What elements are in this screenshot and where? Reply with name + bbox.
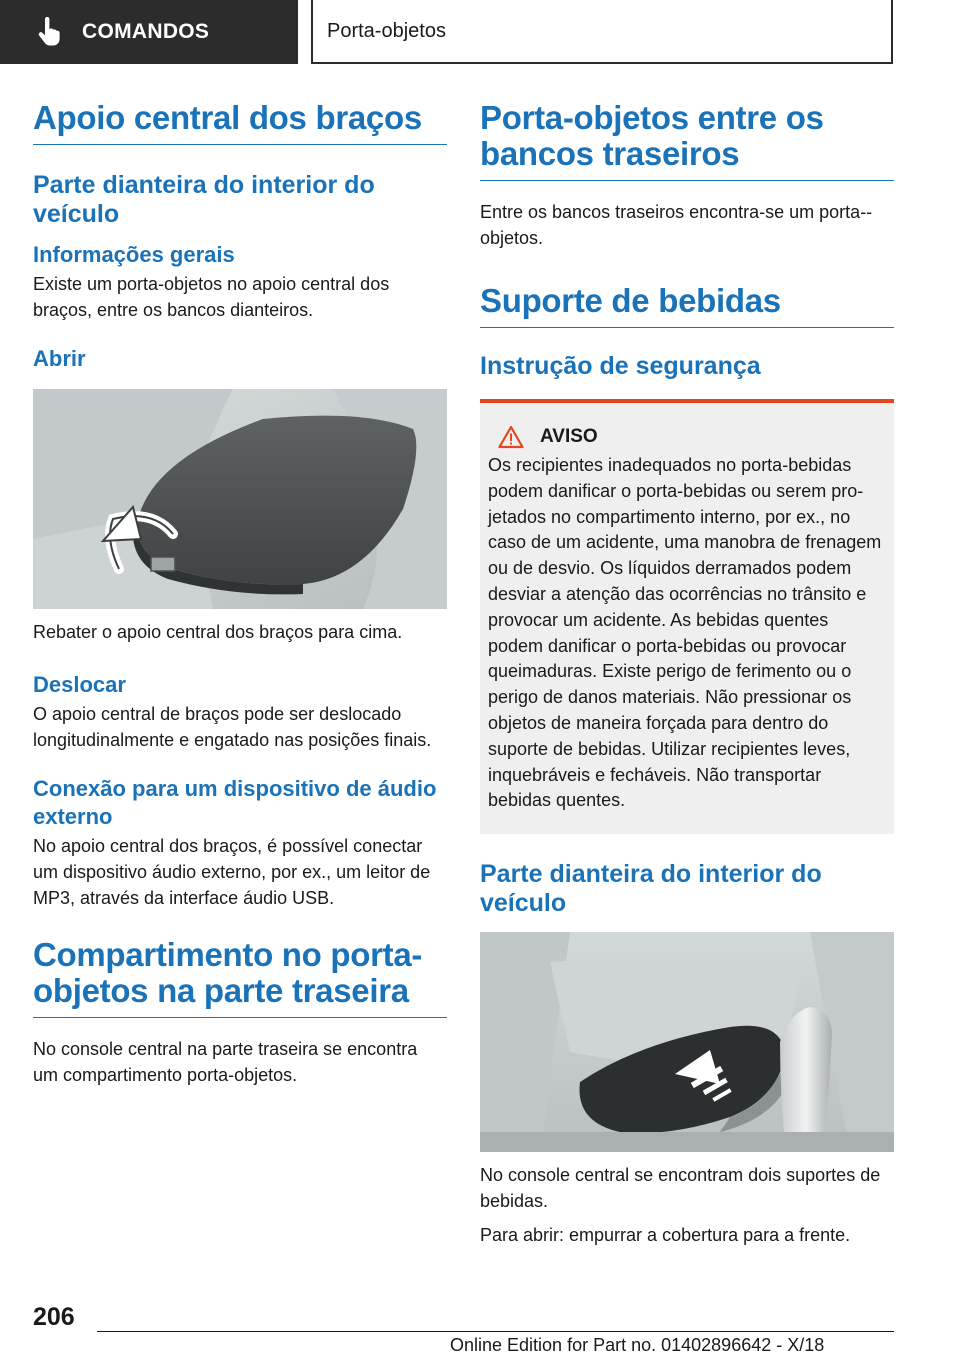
heading-open: Abrir (33, 346, 86, 371)
heading-between-seats: Porta-objetos entre os bancos traseiros (480, 100, 894, 181)
heading-audio: Conexão para um dispositivo de áudio externo (33, 776, 437, 829)
paragraph-general-info: Existe um porta-objetos no apoio central dos braços, entre os bancos dianteiros. (33, 274, 390, 320)
chapter-tab[interactable] (0, 0, 298, 64)
paragraph-rear-compartment: No console central na parte traseira se encontra um compartimento porta-objetos. (33, 1039, 418, 1085)
section-tab-label: Porta-objetos (327, 19, 446, 42)
footer-divider (97, 1331, 894, 1332)
heading-front-interior: Parte dianteira do interior do veículo (33, 171, 375, 228)
heading-safety: Instrução de segurança (480, 352, 761, 380)
paragraph-move: O apoio central de braços pode ser deslocado longitudinalmente e engatado nas posições finais. (33, 704, 432, 750)
paragraph-between-seats: Entre os bancos traseiros encontra-se um porta--objetos. (480, 202, 873, 248)
warning-text: Os recipientes inadequados no porta-bebidas podem danificar o porta-bebidas ou serem projetados no compartimento interno, por ex., no caso de um acidente, uma manobra de frenagem ou de desvio. Os líquidos derramados podem desviar a atenção das ocorrências no trânsito e provocar um acidente. As bebidas quentes podem danificar o porta-bebidas ou provocar queimaduras. Existe perigo de ferimento ou o perigo de danos materiais. Não pressionar os objetos de maneira forçada para dentro do suporte de bebidas. Utilizar recipientes leves, inquebráveis e fecháveis. Não transportar bebidas quentes. (488, 455, 882, 811)
caption-open: Rebater o apoio central dos braços para cima. (33, 622, 403, 642)
warning-triangle-icon (498, 425, 524, 449)
section-tab[interactable] (311, 0, 893, 64)
hand-pointer-icon (38, 17, 64, 47)
heading-armrest: Apoio central dos braços (33, 100, 447, 145)
heading-front-interior-right: Parte dianteira do interior do veículo (480, 860, 822, 918)
paragraph-audio: No apoio central dos braços, é possível conectar um dispositivo áudio externo, por ex., um leitor de MP3, através da interface áudio USB. (33, 836, 431, 908)
heading-rear-compartment: Compartimento no porta-objetos na parte traseira (33, 937, 447, 1018)
footer-edition: Online Edition for Part no. 01402896642 - X/18 (450, 1335, 825, 1355)
left-column (33, 100, 447, 1088)
armrest-photo (33, 389, 447, 609)
heading-cupholder: Suporte de bebidas (480, 283, 894, 328)
paragraph-front-1: No console central se encontram dois suportes de bebidas. (480, 1165, 881, 1212)
right-column (480, 100, 894, 1248)
warning-header (488, 425, 886, 449)
cupholder-photo (480, 932, 894, 1152)
page-number: 206 (33, 1303, 75, 1331)
warning-box (480, 399, 894, 834)
heading-general-info: Informações gerais (33, 242, 235, 267)
top-bar (0, 0, 960, 66)
chapter-tab-label: COMANDOS (82, 20, 210, 43)
warning-title: AVISO (540, 426, 598, 447)
paragraph-front-2: Para abrir: empurrar a cobertura para a frente. (480, 1225, 851, 1246)
heading-move: Deslocar (33, 672, 126, 697)
